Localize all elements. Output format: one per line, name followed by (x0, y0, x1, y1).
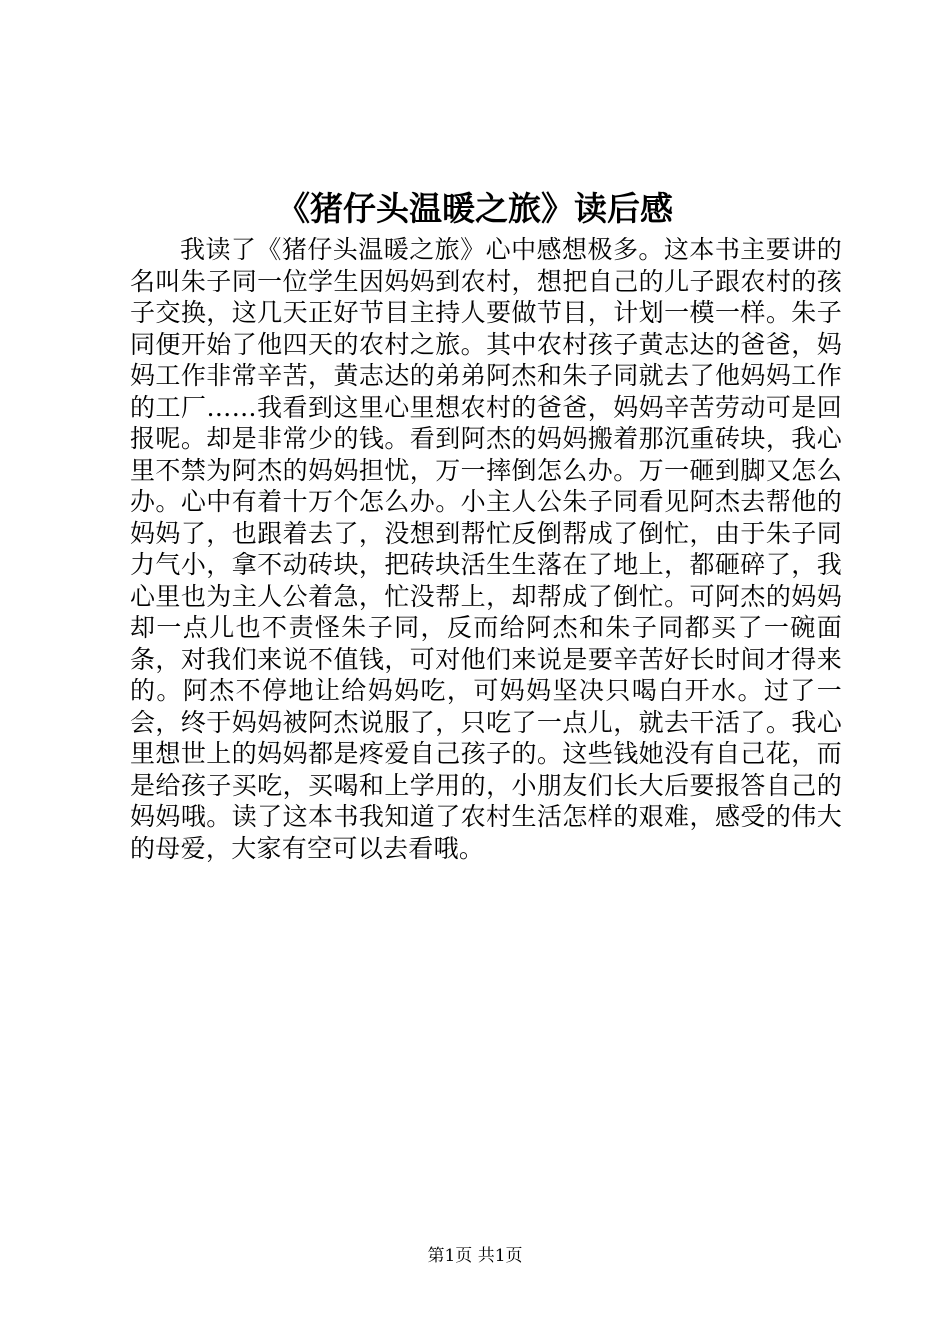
page-footer: 第1页 共1页 (427, 1246, 523, 1266)
document-title: 《猪仔头温暖之旅》读后感 (277, 189, 673, 228)
document-body-paragraph: 我读了《猪仔头温暖之旅》心中感想极多。这本书主要讲的名叫朱子同一位学生因妈妈到农村，想把自己的儿子跟农村的孩子交换，这几天正好节目主持人要做节目，计划一模一样。朱子同便开始了他四天的农村之旅。其中农村孩子黄志达的爸爸，妈妈工作非常辛苦，黄志达的弟弟阿杰和朱子同就去了他妈妈工作的工厂……我看到这里心里想农村的爸爸，妈妈辛苦劳动可是回报呢。却是非常少的钱。看到阿杰的妈妈搬着那沉重砖块，我心里不禁为阿杰的妈妈担忧，万一摔倒怎么办。万一砸到脚又怎么办。心中有着十万个怎么办。小主人公朱子同看见阿杰去帮他的妈妈了，也跟着去了，没想到帮忙反倒帮成了倒忙，由于朱子同力气小，拿不动砖块，把砖块活生生落在了地上，都砸碎了，我心里也为主人公着急，忙没帮上，却帮成了倒忙。可阿杰的妈妈却一点儿也不责怪朱子同，反而给阿杰和朱子同都买了一碗面条，对我们来说不值钱，可对他们来说是要辛苦好长时间才得来的。阿杰不停地让给妈妈吃，可妈妈坚决只喝白开水。过了一会，终于妈妈被阿杰说服了，只吃了一点儿，就去干活了。我心里想世上的妈妈都是疼爱自己孩子的。这些钱她没有自己花，而是给孩子买吃，买喝和上学用的，小朋友们长大后要报答自己的妈妈哦。读了这本书我知道了农村生活怎样的艰难，感受的伟大的母爱，大家有空可以去看哦。 (130, 235, 842, 863)
